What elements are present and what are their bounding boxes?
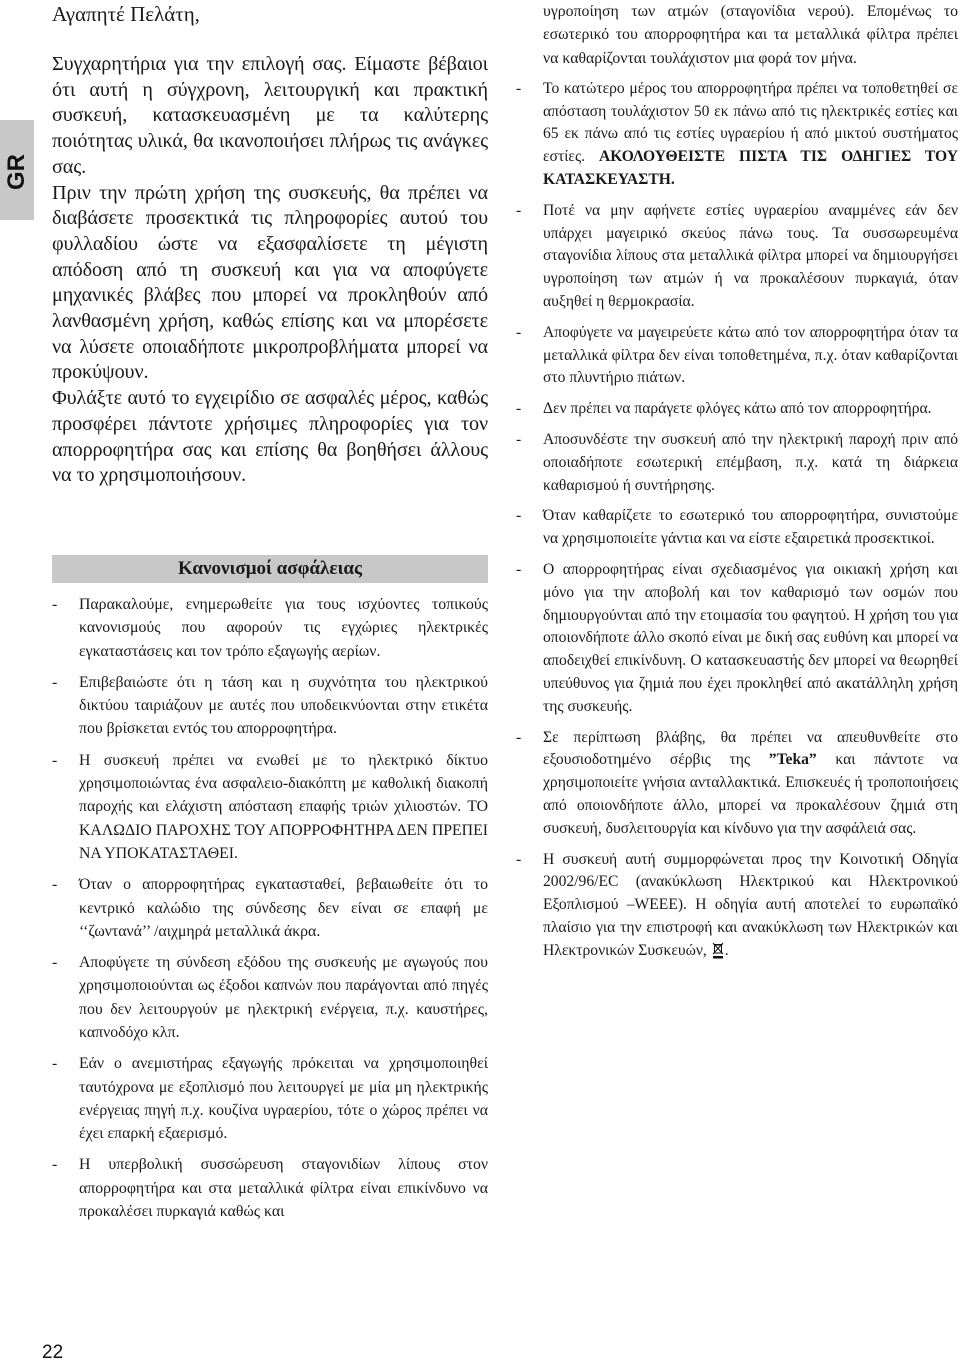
list-item: [516, 398, 958, 421]
intro-paragraph: Πριν την πρώτη χρήση της συσκευής, θα πρέπει να διαβάσετε προσεκτικά τις πληροφορίες αυτού του φυλλαδίου ώστε να εξασφαλίσετε τη μέγιστη απόδοση από τη συσκευή και για να αποφύγετε μηχανικές βλάβες που μπορεί να προκληθούν από λανθασμένη χρήση, καθώς επίσης και να μπορέσετε να λύσετε οποιαδήποτε μικροπροβλήματα μπορεί να προκύψουν.: [52, 181, 488, 384]
list-item-text: Εάν ο ανεμιστήρας εξαγωγής πρόκειται να χρησιμοποιηθεί ταυτόχρονα με εξοπλισμό που λειτουργεί με μία μη ηλεκτρικής ενέργειας πηγή π.χ. κουζίνα υγραερίου, τότε ο χώρος πρέπει να έχει επαρκή εξαερισμό.: [79, 1055, 488, 1143]
list-item: [516, 429, 958, 497]
bullet-dash: -: [52, 1055, 58, 1073]
list-item-text: Το κατώτερο μέρος του απορροφητήρα πρέπει να τοποθετηθεί σε απόσταση τουλάχιστον 50 εκ πάνω από τις ηλεκτρικές εστίες και 65 εκ πάνω από τις εστίες υγραερίου ή από μικτού συστήματος εστίες.: [543, 79, 958, 166]
list-item: [52, 671, 488, 741]
right-column: [516, 0, 958, 971]
list-item-text: Αποφύγετε να μαγειρεύετε κάτω από τον απορροφητήρα όταν τα μεταλλικά φίλτρα δεν είναι τοποθετημένα, π.χ. όταν καθαρίζονται στο πλυντήριο πιάτων.: [543, 323, 958, 387]
bullet-dash: -: [52, 673, 58, 691]
list-item: [52, 1052, 488, 1145]
list-item: [52, 873, 488, 943]
language-tab-label: GR: [3, 154, 30, 190]
list-item-text: και πάντοτε να χρησιμοποιείτε γνήσια ανταλλακτικά. Επισκευές ή τροποποιήσεις από οποιονδήποτε άλλο, μπορεί να προκαλέσουν ζημιά στη συσκευή, δυσλειτουργία και κίνδυνο για την ασφάλειά σας.: [543, 751, 958, 837]
list-item-text: Όταν ο απορροφητήρας εγκατασταθεί, βεβαιωθείτε ότι το κεντρικό καλώδιο της σύνδεσης δεν είναι σε επαφή με ‘‘ζωντανά’’ /αιχμηρά μεταλλικά άκρα.: [79, 876, 488, 940]
list-item: [52, 593, 488, 663]
section-title: Κανονισμοί ασφάλειας: [178, 557, 362, 579]
intro-paragraph: Φυλάξτε αυτό το εγχειρίδιο σε ασφαλές μέρος, καθώς προσφέρει πάντοτε χρήσιμες πληροφορίες για τον απορροφητήρα σας και επίσης θα βοηθήσει άλλους να το χρησιμοποιήσουν.: [52, 387, 488, 487]
bullet-dash: -: [52, 595, 58, 613]
bullet-dash: -: [516, 323, 522, 341]
list-item: [52, 951, 488, 1044]
left-column: [52, 0, 488, 1231]
intro-paragraph: Συγχαρητήρια για την επιλογή σας. Είμαστε βέβαιοι ότι αυτή η σύγχρονη, λειτουργική και πρακτική συσκευή, κατασκευασμένη με τα καλύτερης ποιότητας υλικά, θα ικανοποιήσει πλήρως τις ανάγκες σας.: [52, 53, 488, 178]
list-item: [516, 559, 958, 719]
list-item: [516, 727, 958, 841]
bullet-dash: -: [52, 1156, 58, 1174]
bullet-dash: -: [52, 954, 58, 972]
section-heading-bar: [52, 555, 488, 583]
list-item-text: Η συσκευή αυτή συμμορφώνεται προς την Κοινοτική Οδηγία 2002/96/EC (ανακύκλωση Ηλεκτρικού και Ηλεκτρονικού Εξοπλισμού –WEEE). Η οδηγία αυτή αποτελεί το ευρωπαϊκό πλαίσιο για την επιστροφή και ανακύκλωση των Ηλεκτρικών και Ηλεκτρονικών Συσκευών,: [543, 850, 958, 959]
list-item-text: Επιβεβαιώστε ότι η τάση και η συχνότητα του ηλεκτρικού δικτύου ταιριάζουν με αυτές που υποδεικνύονται στην ετικέτα που βρίσκεται εντός του απορροφητήρα.: [79, 673, 488, 738]
list-item: [516, 78, 958, 192]
list-item-text: Ποτέ να μην αφήνετε εστίες υγραερίου αναμμένες εάν δεν υπάρχει μαγειρικό σκεύος πάνω τους. Τα συσσωρευμένα σταγονίδια λίπους στα μεταλλικά φίλτρα μπορεί να δημιουργήσει υγροποίηση των ατμών ή να προκαλέσουν πυρκαγιά, όταν αυξηθεί η θερμοκρασία.: [543, 201, 958, 311]
bullet-dash: -: [52, 751, 58, 769]
bullet-dash: -: [516, 431, 522, 449]
bullet-dash: -: [516, 561, 522, 579]
bullet-dash: -: [516, 79, 522, 97]
list-item-text: Σε περίπτωση βλάβης, θα πρέπει να απευθυνθείτε στο εξουσιοδοτημένο σέρβις της: [543, 728, 958, 769]
language-sidebar: [0, 0, 36, 1366]
list-item-text: Αποσυνδέστε την συσκευή από την ηλεκτρική παροχή πριν από οποιαδήποτε εσωτερική επέμβαση, π.χ. κατά τη διάρκεια καθαρισμού ή συντήρησης.: [543, 431, 958, 494]
sentence-end: .: [724, 941, 729, 959]
brand-name: ”Teka”: [768, 751, 817, 769]
list-item-text: Δεν πρέπει να παράγετε φλόγες κάτω από τον απορροφητήρα.: [543, 400, 932, 418]
continued-text: υγροποίηση των ατμών (σταγονίδια νερού). Επομένως το εσωτερικό του απορροφητήρα και τα μεταλλικά φίλτρα πρέπει να καθαρίζονται τουλάχιστον μια φορά τον μήνα.: [543, 3, 958, 67]
list-item-text: Η συσκευή πρέπει να ενωθεί με το ηλεκτρικό δίκτυο χρησιμοποιώντας ένα ασφαλειο-διακόπτη με καθολική διακοπή παροχής και ελάχιστη απόσταση επαφής τριών χιλιοστών. ΤΟ ΚΑΛΩΔΙΟ ΠΑΡΟΧΗΣ ΤΟΥ ΑΠΟΡΡΟΦΗΤΗΡΑ ΔΕΝ ΠΡΕΠΕΙ ΝΑ ΥΠΟΚΑΤΑΣΤΑΘΕΙ.: [79, 751, 488, 862]
bullet-dash: -: [516, 728, 522, 746]
page-number: 22: [42, 1342, 64, 1363]
bullet-dash: -: [516, 507, 522, 525]
safety-list-right: [516, 78, 958, 963]
bullet-dash: -: [52, 876, 58, 894]
bullet-dash: -: [516, 850, 522, 868]
safety-list-left: [52, 593, 488, 1223]
list-item: [516, 322, 958, 390]
bullet-dash: -: [516, 201, 522, 219]
bullet-dash: -: [516, 400, 522, 418]
list-item: [52, 1153, 488, 1223]
crossed-out-bin-icon: [712, 941, 724, 959]
list-item: [516, 849, 958, 963]
list-item: [52, 749, 488, 865]
list-item: [516, 200, 958, 314]
list-item-text: Αποφύγετε τη σύνδεση εξόδου της συσκευής με αγωγούς που χρησιμοποιούνται ως έξοδοι καπνών που παράγονται από πηγές που δεν λειτουργούν με ηλεκτρική ενέργεια, π.χ. καυστήρες, καπνοδόχο κλπ.: [79, 954, 488, 1041]
intro-text: [52, 52, 488, 489]
emphasis-text: ΑΚΟΛΟΥΘΕΙΣΤΕ ΠΙΣΤΑ ΤΙΣ ΟΔΗΓΙΕΣ ΤΟΥ ΚΑΤΑΣΚΕΥΑΣΤΗ.: [543, 148, 958, 189]
greeting: Αγαπητέ Πελάτη,: [52, 2, 200, 26]
list-item-text: Η υπερβολική συσσώρευση σταγονιδίων λίπους στον απορροφητήρα και στα μεταλλικά φίλτρα είναι επικίνδυνο να προκαλέσει πυρκαγιά καθώς και: [79, 1156, 488, 1221]
list-item-text: Παρακαλούμε, ενημερωθείτε για τους ισχύοντες τοπικούς κανονισμούς που αφορούν τις εγχώριες ηλεκτρικές εγκαταστάσεις και τον τρόπο εξαγωγής αερίων.: [79, 595, 488, 660]
list-item: [516, 505, 958, 551]
list-item-text: Ο απορροφητήρας είναι σχεδιασμένος για οικιακή χρήση και μόνο για την αποβολή και τον καθαρισμό των οσμών που δημιουργούνται από την ετοιμασία του φαγητού. Η χρήση του για οποιονδήποτε άλλο σκοπό είναι με δική σας ευθύνη και μπορεί να αποδειχθεί επικίνδυνη. Ο κατασκευαστής δεν μπορεί να θεωρηθεί υπεύθυνος για ζημιά που έχει προκληθεί από ακατάλληλη χρήση της συσκευής.: [543, 561, 958, 715]
list-item-text: Όταν καθαρίζετε το εσωτερικό του απορροφητήρα, συνιστούμε να χρησιμοποιείτε γάντια και να είστε εξαιρετικά προσεκτικοί.: [543, 507, 958, 548]
